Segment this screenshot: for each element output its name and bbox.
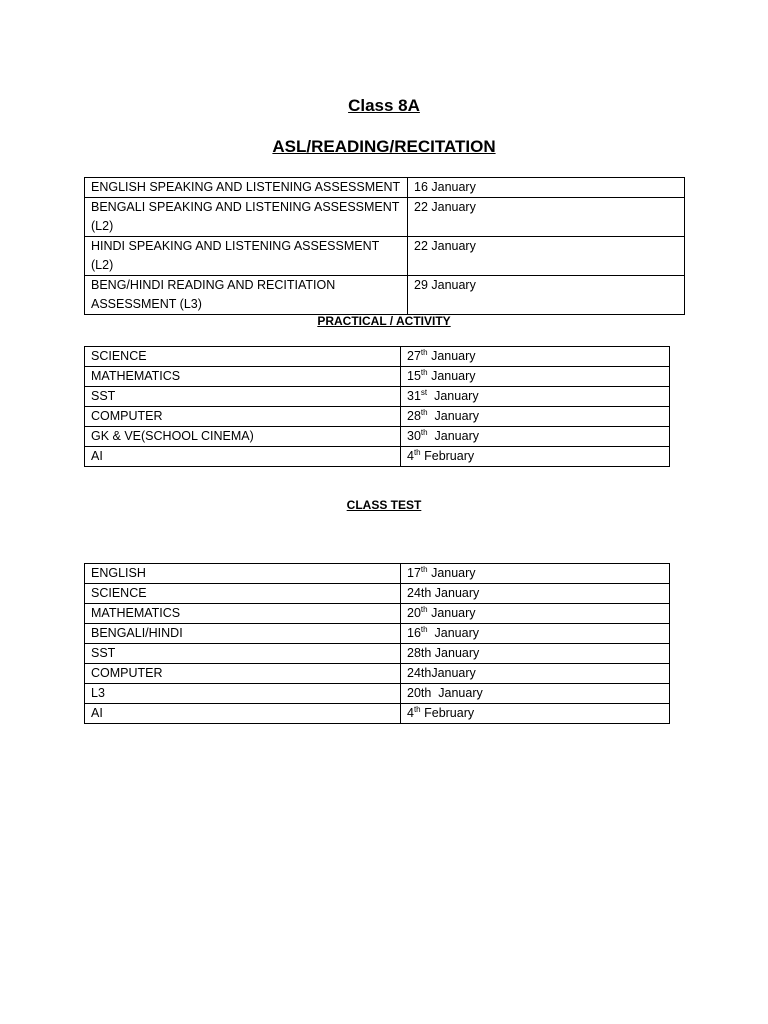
date-day: 31 [407, 389, 421, 403]
table-row [85, 624, 670, 644]
table-row [85, 198, 685, 237]
practical-heading: PRACTICAL / ACTIVITY [317, 314, 451, 328]
subject-cell: AI [85, 447, 401, 467]
table-row [85, 237, 685, 276]
date-cell: 24th January [401, 584, 670, 604]
table-row [85, 407, 670, 427]
date-month: January [434, 409, 480, 423]
subject-cell: SCIENCE [85, 584, 401, 604]
subject-cell: GK & VE(SCHOOL CINEMA) [85, 427, 401, 447]
date-day: 20 [407, 606, 421, 620]
date-month: January [431, 369, 476, 383]
date-cell: 28th January [401, 644, 670, 664]
subject-cell: AI [85, 704, 401, 724]
table-row [85, 347, 670, 367]
subject-cell: SST [85, 644, 401, 664]
date-cell [401, 447, 670, 467]
date-cell: 20th January [401, 684, 670, 704]
date-suffix: th [420, 624, 428, 634]
subject-cell: L3 [85, 684, 401, 704]
table-row [85, 644, 670, 664]
date-month: January [434, 429, 480, 443]
table-row [85, 276, 685, 315]
date-cell [401, 367, 670, 387]
table-row [85, 367, 670, 387]
date-month: January [431, 349, 476, 363]
class-test-table [84, 563, 670, 724]
date-month: January [431, 606, 476, 620]
date-cell [401, 564, 670, 584]
table-row [85, 604, 670, 624]
date-suffix: st [420, 387, 428, 397]
date-month: February [424, 449, 475, 463]
table-row [85, 178, 685, 198]
date-suffix: th [420, 564, 428, 574]
subject-cell: BENGALI/HINDI [85, 624, 401, 644]
subject-cell: SST [85, 387, 401, 407]
subject-cell: MATHEMATICS [85, 604, 401, 624]
date-cell [401, 604, 670, 624]
date-cell: 16 January [408, 178, 685, 198]
date-cell: 22 January [408, 198, 685, 237]
subject-cell: BENGALI SPEAKING AND LISTENING ASSESSMENT (L2) [85, 198, 408, 237]
practical-table [84, 346, 670, 467]
date-day: 30 [407, 429, 421, 443]
date-day: 4 [407, 706, 414, 720]
subject-cell: SCIENCE [85, 347, 401, 367]
date-day: 17 [407, 566, 421, 580]
table-row [85, 664, 670, 684]
date-month: January [431, 566, 476, 580]
table-row [85, 704, 670, 724]
subject-cell: ENGLISH SPEAKING AND LISTENING ASSESSMENT [85, 178, 408, 198]
date-month: January [434, 389, 479, 403]
date-month: February [424, 706, 475, 720]
asl-table [84, 177, 685, 315]
date-month: January [434, 626, 480, 640]
date-suffix: th [420, 427, 428, 437]
subject-cell: COMPUTER [85, 407, 401, 427]
date-cell [401, 387, 670, 407]
class-title: Class 8A [348, 96, 420, 115]
table-row [85, 447, 670, 467]
subject-cell: ENGLISH [85, 564, 401, 584]
date-suffix: th [420, 407, 428, 417]
date-suffix: th [420, 367, 428, 377]
class-test-heading: CLASS TEST [346, 498, 422, 512]
date-cell [401, 624, 670, 644]
subject-cell: HINDI SPEAKING AND LISTENING ASSESSMENT (L2) [85, 237, 408, 276]
date-cell [401, 704, 670, 724]
date-day: 28 [407, 409, 421, 423]
date-cell: 22 January [408, 237, 685, 276]
date-cell [401, 347, 670, 367]
date-suffix: th [413, 704, 421, 714]
date-day: 4 [407, 449, 414, 463]
date-day: 15 [407, 369, 421, 383]
date-cell: 24thJanuary [401, 664, 670, 684]
date-day: 27 [407, 349, 421, 363]
section-title: ASL/READING/RECITATION [272, 137, 496, 156]
date-suffix: th [413, 447, 421, 457]
date-day: 16 [407, 626, 421, 640]
table-row [85, 684, 670, 704]
table-row [85, 427, 670, 447]
subject-cell: COMPUTER [85, 664, 401, 684]
date-suffix: th [420, 604, 428, 614]
table-row [85, 564, 670, 584]
date-cell [401, 427, 670, 447]
subject-cell: BENG/HINDI READING AND RECITIATION ASSESSMENT (L3) [85, 276, 408, 315]
date-suffix: th [420, 347, 428, 357]
date-cell [401, 407, 670, 427]
date-cell: 29 January [408, 276, 685, 315]
subject-cell: MATHEMATICS [85, 367, 401, 387]
table-row [85, 584, 670, 604]
table-row [85, 387, 670, 407]
